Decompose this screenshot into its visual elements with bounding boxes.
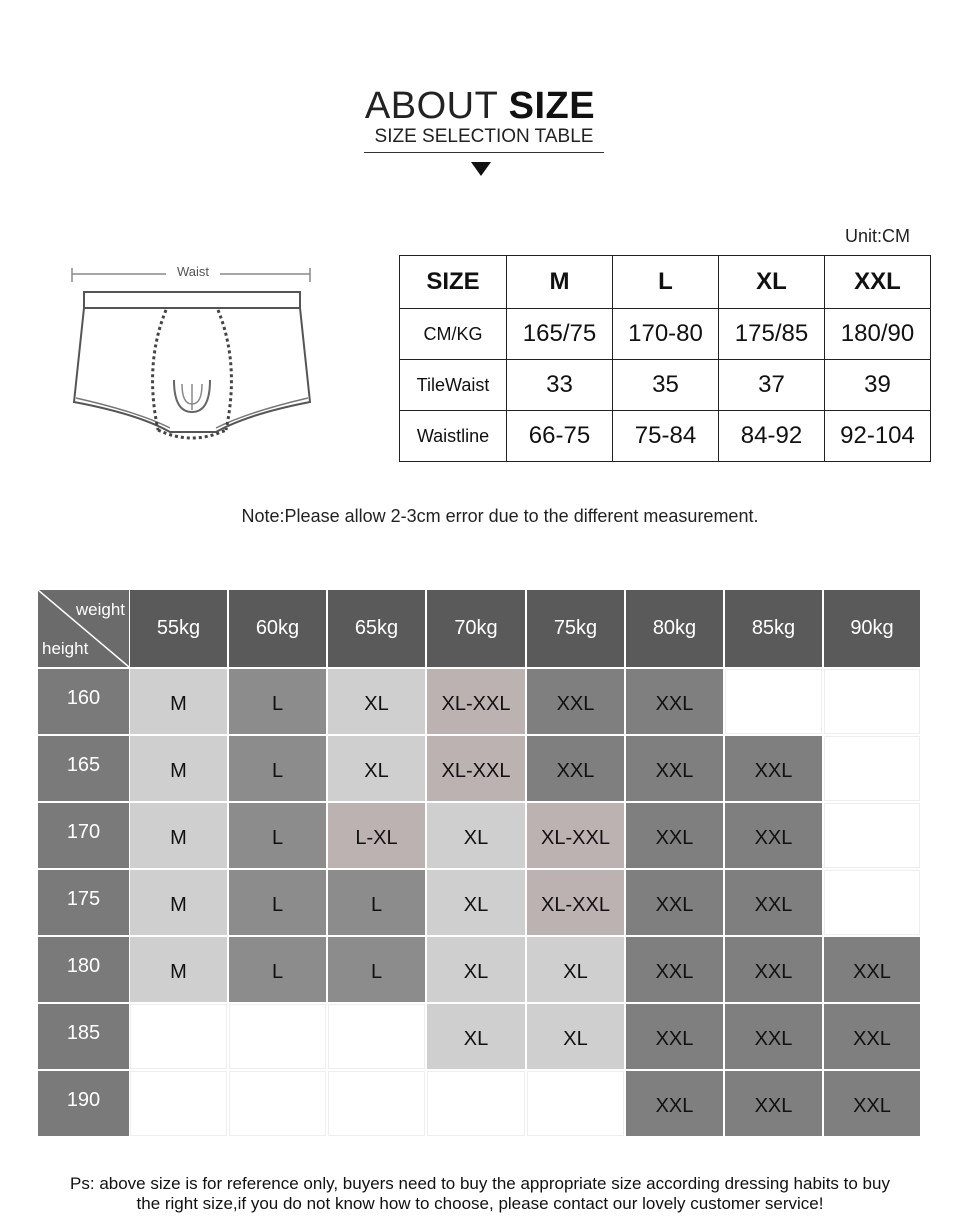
height-header: 160 [38,669,129,734]
page-subtitle: SIZE SELECTION TABLE [364,126,604,153]
size-grid-cell: XXL [725,1004,822,1069]
height-header: 185 [38,1004,129,1069]
down-triangle-icon [471,162,491,176]
size-grid-cell: XL-XXL [527,870,624,935]
size-grid-empty-cell [130,1071,227,1136]
size-grid-cell: XL [328,669,425,734]
size-grid-cell: L [229,870,326,935]
weight-header: 85kg [725,590,822,667]
size-grid-empty-cell [130,1004,227,1069]
size-grid-cell: XXL [824,1004,920,1069]
weight-header: 60kg [229,590,326,667]
height-header: 180 [38,937,129,1002]
footer-line-1: Ps: above size is for reference only, buyers need to buy the appropriate size according dressing habits to buy [70,1174,890,1193]
size-grid-empty-cell [824,736,920,801]
size-grid-cell: XXL [527,736,624,801]
size-table-cell: 37 [719,360,825,411]
size-grid-cell: L [328,937,425,1002]
size-grid-cell: XL-XXL [427,669,525,734]
height-header: 175 [38,870,129,935]
size-grid-cell: XL-XXL [427,736,525,801]
size-grid-cell: L [229,803,326,868]
size-grid-cell: M [130,870,227,935]
footer-line-2: the right size,if you do not know how to choose, please contact our lovely customer service! [136,1194,824,1213]
size-table-header: L [613,256,719,309]
size-grid-empty-cell [527,1071,624,1136]
size-grid-empty-cell [824,870,920,935]
title-light-part: ABOUT [364,85,509,127]
size-grid-cell: XXL [527,669,624,734]
size-table-cell: 92-104 [825,411,931,462]
size-grid-cell: M [130,669,227,734]
size-grid-empty-cell [725,669,822,734]
size-table-row [400,360,931,411]
size-grid-cell: XXL [725,870,822,935]
page-title [0,84,960,128]
size-grid-cell: L [229,669,326,734]
size-grid-cell: XL [328,736,425,801]
size-grid-cell: XL [527,937,624,1002]
grid-corner-height-label: height [42,639,89,658]
size-grid-cell: XL [427,870,525,935]
size-grid-cell: L-XL [328,803,425,868]
size-table-header: M [507,256,613,309]
footer-disclaimer [20,1174,940,1214]
size-grid-cell: XXL [626,870,723,935]
size-table-row-label: Waistline [400,411,507,462]
size-grid-cell: XL [427,1004,525,1069]
size-grid-cell: XL [427,937,525,1002]
size-grid-empty-cell [427,1071,525,1136]
size-table-header: SIZE [400,256,507,309]
size-grid-cell: XL [427,803,525,868]
size-grid-cell: XXL [725,736,822,801]
size-table-row-label: TileWaist [400,360,507,411]
height-header: 165 [38,736,129,801]
size-grid-cell: XXL [824,937,920,1002]
weight-header: 80kg [626,590,723,667]
size-grid-cell: L [229,937,326,1002]
size-grid-cell: L [229,736,326,801]
boxer-briefs-illustration [48,234,338,486]
size-grid-cell: M [130,736,227,801]
size-grid-cell: XXL [626,669,723,734]
size-table-cell: 66-75 [507,411,613,462]
size-grid-cell: M [130,803,227,868]
size-grid-cell: XXL [626,1004,723,1069]
height-header: 170 [38,803,129,868]
waist-label: Waist [176,264,210,279]
height-header: 190 [38,1071,129,1136]
grid-corner-weight-label: weight [75,600,125,619]
size-grid-empty-cell [328,1004,425,1069]
measurement-note: Note:Please allow 2-3cm error due to the different measurement. [241,506,759,526]
size-grid-cell: XXL [824,1071,920,1136]
size-grid-cell: M [130,937,227,1002]
size-table-row [400,411,931,462]
weight-header: 70kg [427,590,525,667]
size-table-row-label: CM/KG [400,309,507,360]
size-table-cell: 165/75 [507,309,613,360]
size-grid-cell: XXL [626,803,723,868]
size-grid-empty-cell [229,1004,326,1069]
weight-header: 65kg [328,590,425,667]
grid-corner [38,590,129,667]
size-table-cell: 33 [507,360,613,411]
size-table-cell: 35 [613,360,719,411]
size-grid-cell: XXL [725,1071,822,1136]
size-table-cell: 39 [825,360,931,411]
size-table-row [400,309,931,360]
weight-header: 75kg [527,590,624,667]
title-bold-part: SIZE [508,85,596,127]
size-table-cell: 180/90 [825,309,931,360]
size-grid-empty-cell [328,1071,425,1136]
size-grid-cell: XL [527,1004,624,1069]
size-grid-empty-cell [824,803,920,868]
size-grid-cell: XXL [626,736,723,801]
size-grid-cell: XXL [626,937,723,1002]
unit-label: Unit:CM [844,226,910,246]
size-table-cell: 84-92 [719,411,825,462]
weight-height-grid [38,590,922,1138]
size-table-cell: 75-84 [613,411,719,462]
size-grid-cell: L [328,870,425,935]
size-table [399,255,931,462]
size-grid-empty-cell [229,1071,326,1136]
size-table-cell: 175/85 [719,309,825,360]
size-grid-cell: XXL [626,1071,723,1136]
size-grid-cell: XXL [725,937,822,1002]
size-grid-cell: XXL [725,803,822,868]
size-table-header-row [400,256,931,309]
size-grid-empty-cell [824,669,920,734]
size-table-cell: 170-80 [613,309,719,360]
weight-header: 55kg [130,590,227,667]
size-table-header: XL [719,256,825,309]
weight-header: 90kg [824,590,920,667]
size-table-header: XXL [825,256,931,309]
size-grid-cell: XL-XXL [527,803,624,868]
